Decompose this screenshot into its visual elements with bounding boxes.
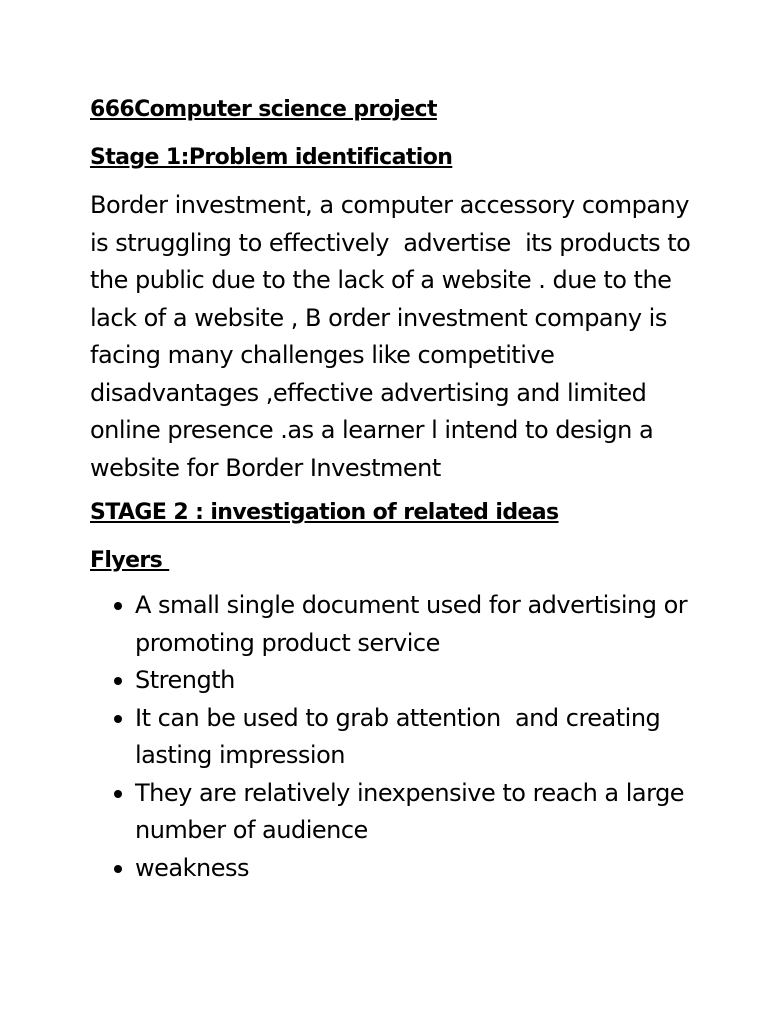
bullet-line: It can be used to grab attention and creating bbox=[135, 703, 661, 732]
flyers-heading: Flyers bbox=[90, 548, 170, 573]
bullet-icon bbox=[114, 715, 122, 723]
document-content bbox=[90, 94, 690, 887]
list-item bbox=[90, 775, 690, 850]
paragraph-line: facing many challenges like competitive bbox=[90, 341, 555, 369]
bullet-line: number of audience bbox=[135, 816, 368, 844]
bullet-icon bbox=[114, 677, 122, 685]
bullet-icon bbox=[114, 865, 122, 873]
stage1-heading: Stage 1:Problem identification bbox=[90, 145, 453, 170]
paragraph-line: lack of a website , B order investment company is bbox=[90, 303, 667, 332]
bullet-line: lasting impression bbox=[135, 741, 345, 769]
paragraph-line: Border investment, a computer accessory company bbox=[90, 191, 689, 219]
bullet-icon bbox=[114, 602, 122, 610]
list-item bbox=[90, 850, 690, 888]
bullet-icon bbox=[114, 790, 122, 798]
bullet-line: promoting product service bbox=[135, 628, 440, 657]
list-item bbox=[90, 587, 690, 662]
bullet-line: Strength bbox=[135, 666, 235, 694]
paragraph-line: the public due to the lack of a website . due to the bbox=[90, 266, 672, 294]
bullet-line: They are relatively inexpensive to reach a large bbox=[135, 778, 685, 807]
paragraph-line: is struggling to effectively advertise its products to bbox=[90, 228, 691, 257]
list-item bbox=[90, 662, 690, 700]
bullet-line: A small single document used for advertising or bbox=[135, 591, 688, 619]
document-title: 666Computer science project bbox=[90, 97, 437, 122]
list-item bbox=[90, 700, 690, 775]
paragraph-line: online presence .as a learner l intend to design a bbox=[90, 416, 654, 444]
flyers-bullet-list bbox=[90, 587, 690, 887]
paragraph-line: website for Border Investment bbox=[90, 453, 441, 482]
stage1-paragraph bbox=[90, 187, 690, 487]
bullet-line: weakness bbox=[135, 853, 249, 882]
stage2-heading: STAGE 2 : investigation of related ideas bbox=[90, 500, 559, 525]
paragraph-line: disadvantages ,effective advertising and limited bbox=[90, 378, 647, 407]
